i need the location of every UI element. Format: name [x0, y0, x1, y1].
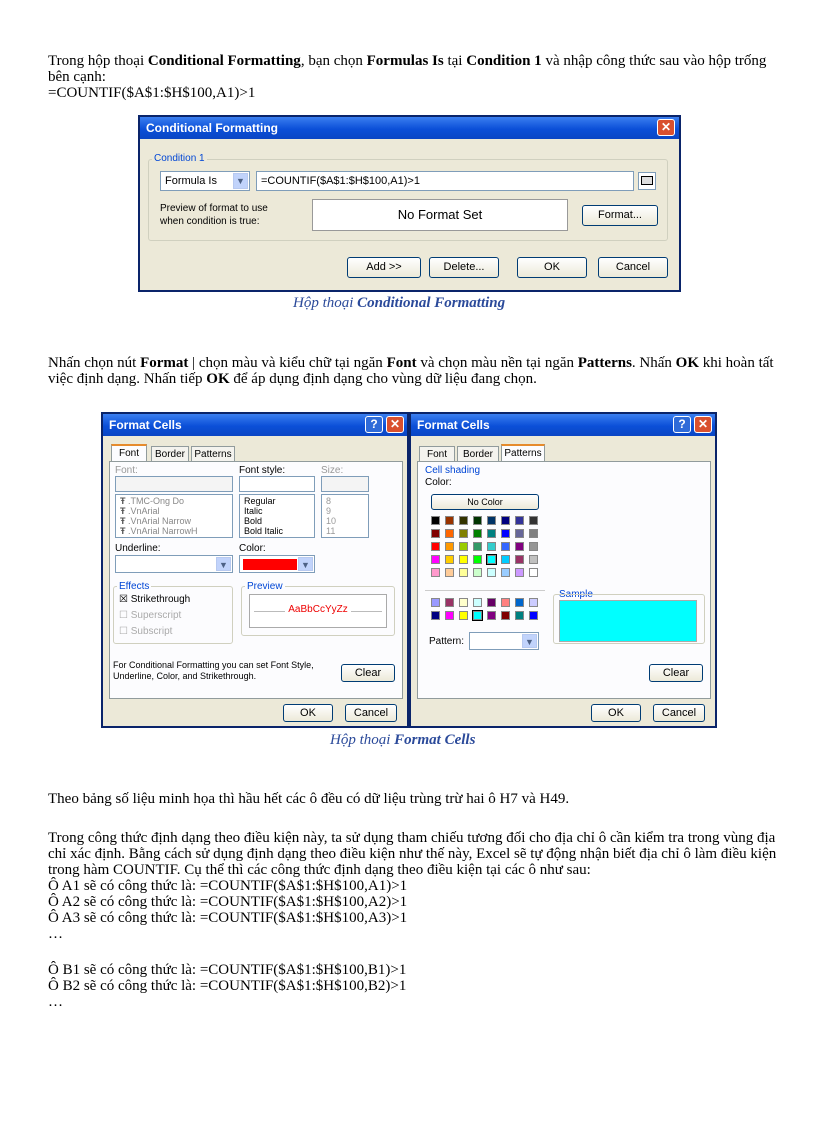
format-cells-patterns-dialog — [409, 412, 717, 728]
color-swatch[interactable] — [459, 611, 468, 620]
chevron-down-icon: ▼ — [522, 634, 537, 648]
no-color-button[interactable]: No Color — [431, 494, 539, 510]
color-label: Color: — [425, 477, 452, 488]
color-swatch[interactable] — [431, 611, 440, 620]
sample-label: Sample — [559, 589, 593, 600]
color-swatch[interactable] — [529, 542, 538, 551]
formula-line: Ô B2 sẽ có công thức là: =COUNTIF($A$1:$H$100,B2)>1 — [48, 978, 407, 994]
clear-button[interactable]: Clear — [341, 664, 395, 682]
color-swatch[interactable] — [473, 598, 482, 607]
color-swatch[interactable] — [431, 529, 440, 538]
color-swatch[interactable] — [473, 555, 482, 564]
font-style-input[interactable] — [239, 476, 315, 492]
preview-label-line1: Preview of format to use — [160, 203, 268, 214]
list-item[interactable]: 11 — [326, 526, 336, 536]
help-icon[interactable]: ? — [673, 416, 691, 433]
list-item[interactable]: Bold Italic — [244, 526, 284, 536]
collapse-dialog-icon[interactable] — [638, 172, 656, 190]
ok-button[interactable]: OK — [517, 257, 587, 278]
color-swatch[interactable] — [501, 542, 510, 551]
color-swatch[interactable] — [487, 598, 496, 607]
color-swatch[interactable] — [515, 555, 524, 564]
list-item[interactable]: 10 — [326, 516, 337, 526]
format-cells-font-dialog — [101, 412, 409, 728]
color-palette — [431, 516, 543, 582]
color-swatch[interactable] — [529, 611, 538, 620]
cancel-button[interactable]: Cancel — [598, 257, 668, 278]
color-swatch[interactable] — [515, 529, 524, 538]
color-swatch[interactable] — [529, 529, 538, 538]
color-swatch[interactable] — [529, 568, 538, 577]
size-input[interactable] — [321, 476, 369, 492]
color-swatch[interactable] — [501, 529, 510, 538]
palette-divider — [425, 590, 545, 591]
strikethrough-checkbox[interactable]: ☒ Strikethrough — [119, 594, 191, 605]
color-swatch[interactable] — [473, 529, 482, 538]
color-swatch[interactable] — [445, 611, 454, 620]
ok-button[interactable]: OK — [591, 704, 641, 722]
underline-dropdown[interactable] — [115, 555, 233, 573]
list-item[interactable]: Bold — [244, 516, 263, 526]
color-swatch[interactable] — [459, 529, 468, 538]
color-swatch[interactable] — [431, 568, 440, 577]
color-swatch[interactable] — [445, 516, 454, 525]
chevron-down-icon: ▼ — [216, 557, 231, 571]
color-swatch[interactable] — [459, 542, 468, 551]
color-swatch[interactable] — [529, 516, 538, 525]
condition-type-dropdown[interactable]: Formula Is ▼ — [160, 171, 250, 191]
conditional-note-line1: For Conditional Formatting you can set Font Style, — [113, 660, 314, 670]
color-swatch[interactable] — [459, 598, 468, 607]
add-button[interactable]: Add >> — [347, 257, 421, 278]
cancel-button[interactable]: Cancel — [345, 704, 397, 722]
extra-color-palette — [431, 598, 543, 624]
color-dropdown[interactable] — [239, 555, 315, 573]
conditional-formatting-dialog — [138, 115, 681, 292]
list-item[interactable]: Ŧ .VnArial Narrow — [120, 516, 192, 526]
color-swatch[interactable] — [501, 598, 510, 607]
color-swatch[interactable] — [473, 542, 482, 551]
font-preview-box — [249, 594, 387, 628]
color-swatch[interactable] — [431, 516, 440, 525]
ok-button[interactable]: OK — [283, 704, 333, 722]
chevron-down-icon: ▼ — [298, 557, 313, 571]
list-item[interactable]: Ŧ .VnArial — [120, 506, 160, 516]
close-icon[interactable]: ✕ — [386, 416, 404, 433]
condition-label: Condition 1 — [154, 153, 205, 164]
tab-font[interactable]: Font — [111, 444, 147, 462]
color-swatch[interactable] — [515, 542, 524, 551]
pattern-label: Pattern: — [429, 636, 465, 647]
formula-input[interactable]: =COUNTIF($A$1:$H$100,A1)>1 — [256, 171, 634, 191]
font-input[interactable] — [115, 476, 233, 492]
color-swatch[interactable] — [431, 598, 440, 607]
color-swatch[interactable] — [445, 529, 454, 538]
formula-line: Ô A1 sẽ có công thức là: =COUNTIF($A$1:$H$100,A1)>1 — [48, 878, 408, 894]
format-paragraph: Nhấn chọn nút Format | chọn màu và kiểu chữ tại ngăn Font và chọn màu nền tại ngăn Patterns. Nhấn OK khi hoàn tất việc định dạng. Nhấn tiếp OK để áp dụng định dạng cho vùng dữ liệu đang chọn. — [48, 355, 774, 387]
ellipsis: … — [48, 994, 63, 1010]
superscript-checkbox[interactable]: ☐ Superscript — [119, 610, 182, 621]
list-item[interactable]: Ŧ .VnArial NarrowH — [120, 526, 198, 536]
caption-format-cells: Hộp thoại Format Cells — [330, 732, 476, 748]
color-swatch[interactable] — [529, 555, 538, 564]
color-swatch[interactable] — [515, 611, 524, 620]
summary-paragraph: Theo bảng số liệu minh họa thì hầu hết các ô đều có dữ liệu trùng trừ hai ô H7 và H49. — [48, 791, 570, 807]
conditional-note-line2: Underline, Color, and Strikethrough. — [113, 671, 257, 681]
fc-patterns-title-bar: Format Cells — [411, 414, 715, 436]
color-swatch[interactable] — [487, 542, 496, 551]
intro-paragraph: Trong hộp thoại Conditional Formatting, bạn chọn Formulas Is tại Condition 1 và nhập công thức sau vào hộp trống bên cạnh: =COUNTIF($A$1:$H$100,A1)>1 — [48, 53, 767, 101]
color-swatch[interactable] — [501, 611, 510, 620]
color-swatch[interactable] — [473, 611, 482, 620]
color-swatch[interactable] — [445, 568, 454, 577]
explanation-paragraph: Trong công thức định dạng theo điều kiện này, ta sử dụng tham chiếu tương đối cho địa chỉ ô cần kiểm tra trong vùng địa chỉ xác định. Bằng cách sử dụng định dạng theo điều kiện như thế này, Excel sẽ tự động nhận biết địa chỉ ô làm điều kiện trong hàm COUNTIF. Cụ thể thì các công thức định dạng theo điều kiện tại các ô như sau: Ô A1 sẽ có công thức là: =COUNTIF($A$1:$H$100,A1)>1 Ô A2 sẽ có công thức là: =COUNTIF($A$1:$H$100,A2)>1 Ô A3 sẽ có công thức là: =COUNTIF($A$1:$H$100,A3)>1 … Ô B1 sẽ có công thức là: =COUNTIF($A$1:$H$100,B1)>1 Ô B2 sẽ có công thức là: =COUNTIF($A$1:$H$100,B2)>1 … — [48, 830, 777, 1010]
color-swatch[interactable] — [459, 516, 468, 525]
color-swatch[interactable] — [501, 568, 510, 577]
color-label: Color: — [239, 543, 266, 554]
pattern-dropdown[interactable] — [469, 632, 539, 650]
selected-color-swatch — [243, 559, 297, 570]
color-swatch[interactable] — [445, 555, 454, 564]
preview-sample-text: AaBbCcYyZz — [285, 604, 350, 615]
formula-line: Ô A3 sẽ có công thức là: =COUNTIF($A$1:$H$100,A3)>1 — [48, 910, 408, 926]
delete-button[interactable]: Delete... — [429, 257, 499, 278]
preview-label: Preview — [247, 581, 283, 592]
color-swatch[interactable] — [529, 598, 538, 607]
underline-label: Underline: — [115, 543, 161, 554]
list-item[interactable]: 8 — [326, 496, 332, 506]
list-item[interactable]: Regular — [244, 496, 276, 506]
tab-font[interactable]: Font — [419, 446, 455, 462]
font-style-list[interactable] — [239, 494, 315, 538]
color-swatch[interactable] — [515, 598, 524, 607]
close-icon[interactable]: ✕ — [694, 416, 712, 433]
cell-shading-label: Cell shading — [425, 465, 481, 476]
intro-formula: =COUNTIF($A$1:$H$100,A1)>1 — [48, 85, 256, 101]
color-swatch[interactable] — [459, 568, 468, 577]
font-label: Font: — [115, 465, 138, 476]
color-swatch[interactable] — [487, 516, 496, 525]
sample-color-box — [559, 600, 697, 642]
chevron-down-icon: ▼ — [233, 173, 248, 189]
color-swatch[interactable] — [431, 542, 440, 551]
tab-patterns[interactable]: Patterns — [501, 444, 545, 462]
color-swatch[interactable] — [473, 568, 482, 577]
color-swatch[interactable] — [515, 568, 524, 577]
color-swatch[interactable] — [487, 529, 496, 538]
tab-border[interactable]: Border — [151, 446, 189, 462]
size-label: Size: — [321, 465, 344, 476]
format-preview-box: No Format Set — [312, 199, 568, 231]
size-list[interactable] — [321, 494, 369, 538]
formula-line: Ô A2 sẽ có công thức là: =COUNTIF($A$1:$H$100,A2)>1 — [48, 894, 408, 910]
font-list[interactable] — [115, 494, 233, 538]
color-swatch[interactable] — [515, 516, 524, 525]
color-swatch[interactable] — [487, 568, 496, 577]
font-style-label: Font style: — [239, 465, 286, 476]
color-swatch[interactable] — [473, 516, 482, 525]
cancel-button[interactable]: Cancel — [653, 704, 705, 722]
tab-border[interactable]: Border — [457, 446, 499, 462]
format-button[interactable]: Format... — [582, 205, 658, 226]
preview-label-line2: when condition is true: — [160, 216, 260, 227]
list-item[interactable]: 9 — [326, 506, 332, 516]
formula-line: Ô B1 sẽ có công thức là: =COUNTIF($A$1:$H$100,B1)>1 — [48, 962, 407, 978]
color-swatch[interactable] — [487, 555, 496, 564]
effects-label: Effects — [119, 581, 150, 592]
list-item[interactable]: Ŧ .TMC-Ong Do — [120, 496, 185, 506]
color-swatch[interactable] — [431, 555, 440, 564]
color-swatch[interactable] — [445, 598, 454, 607]
caption-conditional-formatting: Hộp thoại Conditional Formatting — [293, 295, 506, 311]
list-item[interactable]: Italic — [244, 506, 263, 516]
fc-font-title-bar: Format Cells — [103, 414, 407, 436]
tab-patterns[interactable]: Patterns — [191, 446, 235, 462]
help-icon[interactable]: ? — [365, 416, 383, 433]
close-icon[interactable]: ✕ — [657, 119, 675, 136]
cf-title-bar: Conditional Formatting — [140, 117, 679, 139]
color-swatch[interactable] — [501, 555, 510, 564]
clear-button[interactable]: Clear — [649, 664, 703, 682]
color-swatch[interactable] — [501, 516, 510, 525]
color-swatch[interactable] — [459, 555, 468, 564]
color-swatch[interactable] — [487, 611, 496, 620]
subscript-checkbox[interactable]: ☐ Subscript — [119, 626, 173, 637]
ellipsis: … — [48, 926, 63, 942]
color-swatch[interactable] — [445, 542, 454, 551]
